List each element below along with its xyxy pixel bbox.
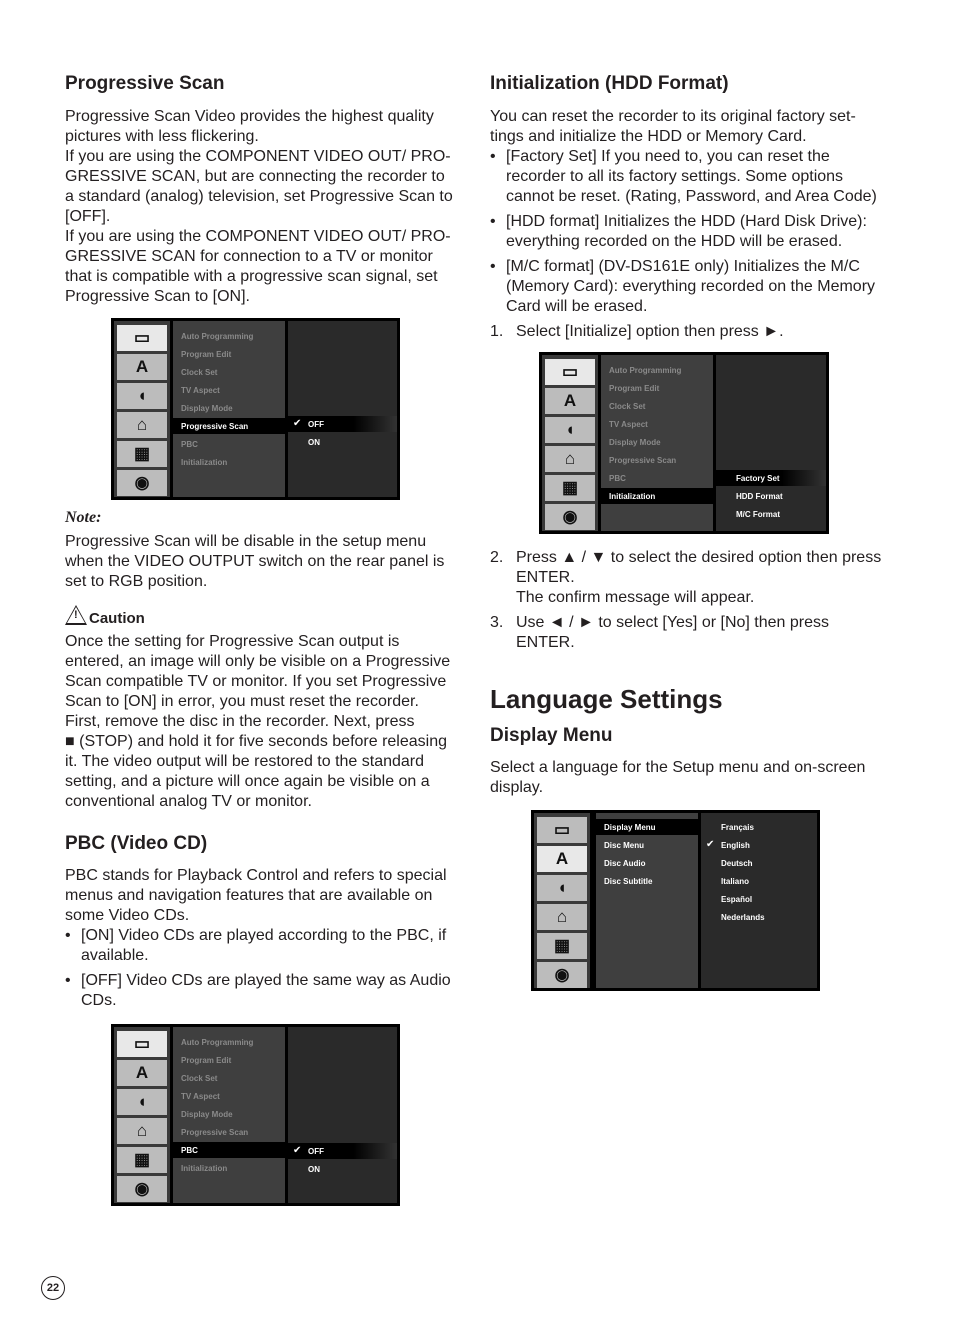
text-line: setting, and a picture will once again be visible on a [65,773,430,790]
text-line: menus and navigation features that are available on [65,887,433,904]
display-icon: ▭ [545,359,595,385]
display-icon: ▭ [117,325,167,351]
menu-item-list [173,1027,285,1203]
text-line: Once the setting for Progressive Scan output is [65,633,400,650]
bullet-line: Card will be erased. [506,298,648,315]
check-icon: ✔ [293,1145,302,1156]
text-line: entered, an image will only be visible on a Progressive [65,653,451,670]
menu-icon-column [542,355,598,531]
step-line: ENTER. [516,634,575,651]
menu-option: M/C Format [736,510,780,519]
text-line: Progressive Scan to [ON]. [65,288,250,305]
text-line: First, remove the disc in the recorder. Next, press [65,713,415,730]
menu-item-list [596,813,698,988]
menu-option: ON [308,438,320,447]
bullet-dot: • [65,927,71,944]
warning-icon [65,605,87,625]
menu-option-panel [701,813,817,988]
setup-menu-initialization [539,352,829,534]
menu-option-panel [288,1027,397,1203]
heading-initialization: Initialization (HDD Format) [490,73,729,94]
recording-icon: ▦ [545,475,595,501]
menu-item: Clock Set [609,402,646,411]
menu-item: PBC [181,440,198,449]
text-line: it. The video output will be restored to the standard [65,753,425,770]
setup-menu-progressive-scan [111,318,400,500]
menu-item: Clock Set [181,368,218,377]
menu-item: Clock Set [181,1074,218,1083]
bullet-item [490,147,877,207]
menu-item: Display Mode [181,404,233,413]
menu-icon-column [114,1027,170,1203]
heading-progressive-scan: Progressive Scan [65,73,225,94]
step-line: Use ◄ / ► to select [Yes] or [No] then press [516,614,829,631]
menu-icon-column [114,321,170,497]
bullet-line: [Factory Set] If you need to, you can reset the [506,148,830,165]
menu-item: Program Edit [181,1056,232,1065]
menu-item: Disc Menu [604,841,645,850]
text-line: display. [490,779,544,796]
menu-option: Français [721,823,754,832]
bullet-item [65,971,451,1011]
text-line: when the VIDEO OUTPUT switch on the rear panel is [65,553,445,570]
display-icon: ▭ [537,817,587,843]
menu-item: Progressive Scan [181,422,249,431]
text-line: tings and initialize the HDD or Memory Card. [490,128,807,145]
disc-icon: ◉ [117,1176,167,1202]
bullet-line: available. [81,947,149,964]
step-1: 1. Select [Initialize] option then press ►. [490,323,784,340]
text-line: PBC stands for Playback Control and refers to special [65,867,447,884]
menu-option: OFF [308,420,324,429]
menu-item: Program Edit [609,384,660,393]
menu-item: Display Menu [604,823,656,832]
check-icon: ✔ [706,839,715,850]
text-line: Progressive Scan will be disable in the setup menu [65,533,427,550]
page-number: 22 [41,1276,65,1300]
text-line: Select a language for the Setup menu and on-screen [490,759,866,776]
text-line: ■ (STOP) and hold it for five seconds before releasing [65,733,448,750]
menu-option: Español [721,895,753,904]
menu-option: Factory Set [736,474,780,483]
text-line: Scan to [ON] in error, you must reset the recorder. [65,693,419,710]
bullet-line: cannot be reset. (Rating, Password, and Area Code) [506,188,877,205]
step-number: 2. [490,549,504,566]
step-2 [490,548,881,608]
heading-language-settings: Language Settings [490,684,723,714]
menu-item-list [601,355,713,531]
menu-item: Display Mode [181,1110,233,1119]
check-icon: ✔ [293,418,302,429]
recording-icon: ▦ [117,1147,167,1173]
disc-icon: ◉ [117,470,167,496]
bullet-dot: • [490,148,496,165]
bullet-line: [M/C format] (DV-DS161E only) Initializes the M/C [506,258,860,275]
menu-item: Display Mode [609,438,661,447]
text-line: set to RGB position. [65,573,208,590]
menu-item: Initialization [181,458,228,467]
menu-item: Progressive Scan [609,456,677,465]
text-line: You can reset the recorder to its original factory set- [490,108,856,125]
setup-menu-pbc [111,1024,400,1206]
text-line: GRESSIVE SCAN, but are connecting the recorder to [65,168,445,185]
disc-icon: ◉ [537,962,587,988]
bullet-item [490,212,867,252]
menu-option-panel [716,355,826,531]
bullet-item [490,257,875,317]
lock-icon: ⌂ [117,412,167,438]
menu-item-list [173,321,285,497]
menu-item: Disc Audio [604,859,646,868]
lock-icon: ⌂ [545,446,595,472]
menu-item: Auto Programming [181,332,254,341]
text-line: GRESSIVE SCAN for connection to a TV or monitor [65,248,433,265]
menu-item: Program Edit [181,350,232,359]
step-3 [490,613,829,653]
bullet-line: (Memory Card): everything recorded on the Memory [506,278,876,295]
option-highlight [288,416,397,432]
bullet-item [65,926,446,966]
language-icon: A [537,846,587,872]
audio-icon: ◖ [117,1089,167,1115]
text-line: If you are using the COMPONENT VIDEO OUT/ PRO- [65,228,451,245]
bullet-line: recorder to all its factory settings. Some options [506,168,844,185]
lock-icon: ⌂ [117,1118,167,1144]
note-label: Note: [65,509,102,526]
menu-option: ON [308,1165,320,1174]
menu-item: TV Aspect [181,386,220,395]
bullet-dot: • [490,213,496,230]
step-line: ENTER. [516,569,575,586]
language-icon: A [117,354,167,380]
text-line: Scan compatible TV or monitor. If you set Progressive [65,673,447,690]
text-line: If you are using the COMPONENT VIDEO OUT/ PRO- [65,148,451,165]
menu-item: Auto Programming [609,366,682,375]
bullet-line: [HDD format] Initializes the HDD (Hard Disk Drive): [506,213,867,230]
text-line: Progressive Scan Video provides the highest quality [65,108,434,125]
step-number: 3. [490,614,504,631]
text-line: conventional analog TV or monitor. [65,793,312,810]
bullet-dot: • [65,972,71,989]
menu-option: OFF [308,1147,324,1156]
bullet-line: [ON] Video CDs are played according to the PBC, if [81,927,447,944]
menu-item: Initialization [609,492,656,501]
menu-option: Italiano [721,877,750,886]
recording-icon: ▦ [117,441,167,467]
text-line: a standard (analog) television, set Progressive Scan to [65,188,453,205]
menu-item: PBC [609,474,626,483]
option-highlight [288,1143,397,1159]
text-line: some Video CDs. [65,907,190,924]
menu-item: TV Aspect [181,1092,220,1101]
language-icon: A [545,388,595,414]
text-line: pictures with less flickering. [65,128,259,145]
heading-display-menu: Display Menu [490,725,613,746]
text-line: that is compatible with a progressive scan signal, set [65,268,438,285]
disc-icon: ◉ [545,504,595,530]
step-line: The confirm message will appear. [516,589,755,606]
heading-pbc: PBC (Video CD) [65,833,208,854]
display-icon: ▭ [117,1031,167,1057]
audio-icon: ◖ [545,417,595,443]
menu-item: TV Aspect [609,420,648,429]
step-line: Press ▲ / ▼ to select the desired option then press [516,549,882,566]
menu-item: Auto Programming [181,1038,254,1047]
menu-option: English [721,841,750,850]
menu-option: HDD Format [736,492,783,501]
lock-icon: ⌂ [537,904,587,930]
caution-label: !Caution [65,605,145,627]
language-icon: A [117,1060,167,1086]
bullet-line: everything recorded on the HDD will be erased. [506,233,843,250]
menu-item: Progressive Scan [181,1128,249,1137]
menu-item: Initialization [181,1164,228,1173]
menu-option: Deutsch [721,859,753,868]
recording-icon: ▦ [537,933,587,959]
bullet-line: [OFF] Video CDs are played the same way as Audio [81,972,451,989]
text-line: [OFF]. [65,208,111,225]
audio-icon: ◖ [537,875,587,901]
menu-item: PBC [181,1146,198,1155]
audio-icon: ◖ [117,383,167,409]
bullet-line: CDs. [81,992,117,1009]
bullet-dot: • [490,258,496,275]
menu-option-panel [288,321,397,497]
menu-icon-column [534,813,590,988]
menu-option: Nederlands [721,913,765,922]
setup-menu-language [531,810,820,991]
menu-item: Disc Subtitle [604,877,653,886]
